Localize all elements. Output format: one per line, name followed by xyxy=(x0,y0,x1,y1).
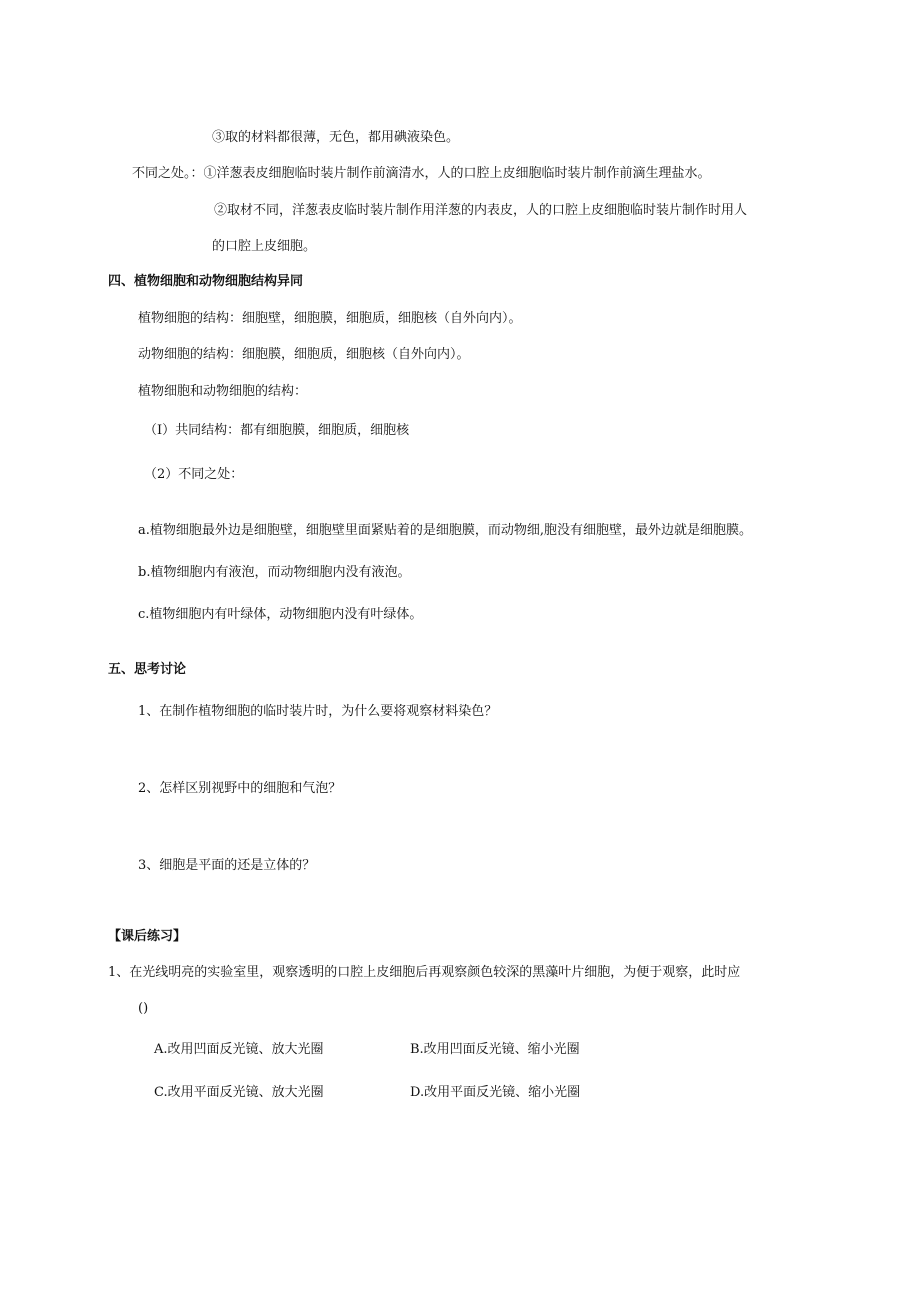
discussion-question-3: 3、细胞是平面的还是立体的？ xyxy=(138,858,316,873)
option-a: A.改用凹面反光镜、放大光圈 xyxy=(154,1042,324,1057)
difference-point-2: ②取材不同，洋葱表皮临时装片制作用洋葱的内表皮，人的口腔上皮细胞临时装片制作时用人 xyxy=(214,203,748,218)
option-c: C.改用平面反光镜、放大光圈 xyxy=(154,1085,324,1100)
discussion-question-2: 2、怎样区别视野中的细胞和气泡？ xyxy=(138,781,342,796)
difference-b: b.植物细胞内有液泡，而动物细胞内没有液泡。 xyxy=(138,565,411,580)
same-point-3: ③取的材料都很薄，无色，都用碘液染色。 xyxy=(212,130,460,145)
section-5-heading: 五、思考讨论 xyxy=(108,662,187,677)
option-d: D.改用平面反光镜、缩小光圈 xyxy=(410,1085,581,1100)
differences-label: （2）不同之处： xyxy=(144,467,244,482)
exercise-question-1: 1、在光线明亮的实验室里，观察透明的口腔上皮细胞后再观察颜色较深的黑藻叶片细胞，为便于观察，此时应 xyxy=(108,965,741,980)
animal-cell-structure: 动物细胞的结构：细胞膜，细胞质，细胞核（自外向内）。 xyxy=(138,347,470,362)
plant-cell-structure: 植物细胞的结构：细胞壁，细胞膜，细胞质，细胞核（自外向内）。 xyxy=(138,311,522,326)
difference-a: a.植物细胞最外边是细胞壁，细胞壁里面紧贴着的是细胞膜，而动物细,胞没有细胞壁，最外边就是细胞膜。 xyxy=(138,523,753,538)
difference-point-1: 不同之处。：①洋葱表皮细胞临时装片制作前滴清水，人的口腔上皮细胞临时装片制作前滴生理盐水。 xyxy=(132,166,711,181)
answer-parentheses: () xyxy=(138,1001,149,1016)
exercise-heading: 【课后练习】 xyxy=(108,929,187,944)
common-structure: （I）共同结构：都有细胞膜，细胞质，细胞核 xyxy=(144,423,410,438)
difference-point-2-continued: 的口腔上皮细胞。 xyxy=(212,239,317,254)
section-4-heading: 四、植物细胞和动物细胞结构异同 xyxy=(108,274,304,289)
structure-comparison-intro: 植物细胞和动物细胞的结构： xyxy=(138,384,308,399)
difference-c: c.植物细胞内有叶绿体，动物细胞内没有叶绿体。 xyxy=(138,607,423,622)
option-b: B.改用凹面反光镜、缩小光圈 xyxy=(410,1042,580,1057)
discussion-question-1: 1、在制作植物细胞的临时装片时，为什么要将观察材料染色？ xyxy=(138,704,498,719)
